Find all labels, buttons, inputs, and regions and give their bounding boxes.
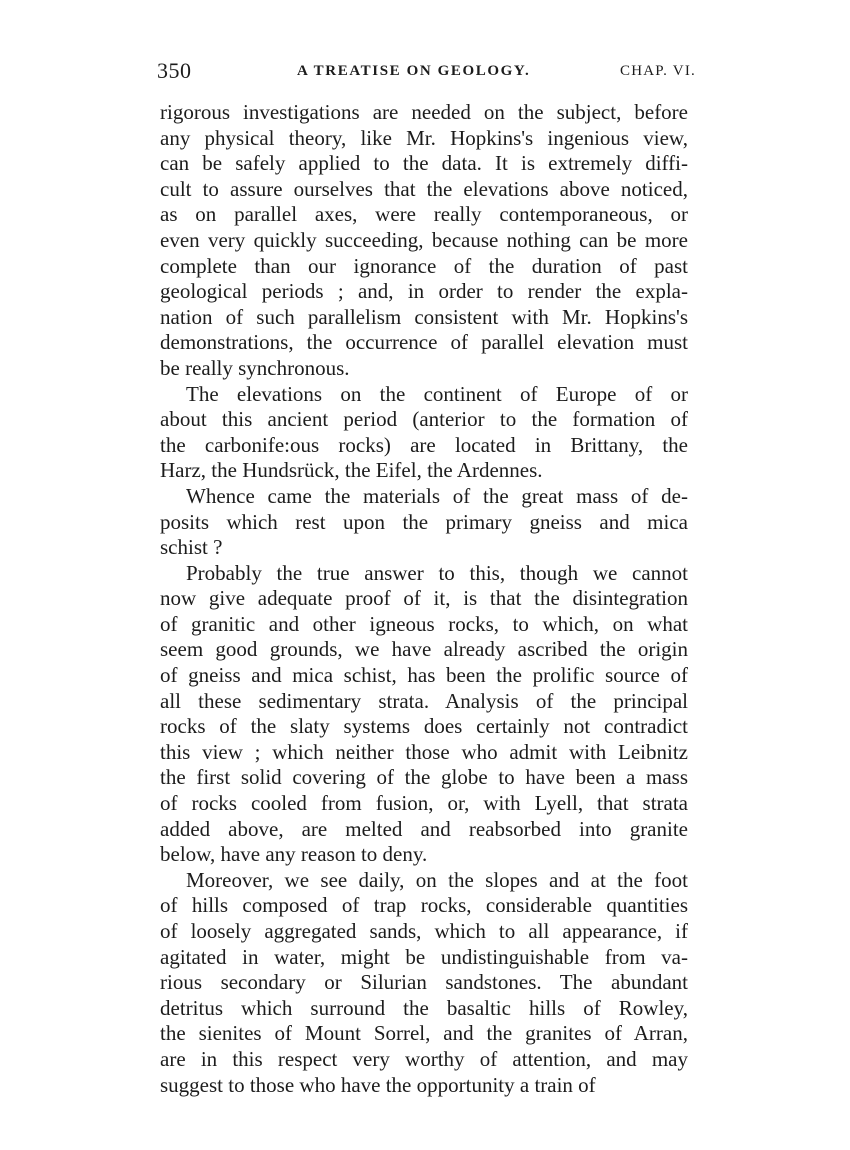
text-line: Whence came the materials of the great mass of de- — [186, 483, 688, 508]
text-line: can be safely applied to the data. It is extremely diffi- — [160, 151, 688, 176]
text-line: rocks of the slaty systems does certainly not contradict — [160, 714, 688, 739]
running-title: A TREATISE ON GEOLOGY. — [297, 63, 531, 79]
text-line: rious secondary or Silurian sandstones. The abundant — [160, 970, 688, 995]
paragraph — [160, 484, 688, 561]
text-line: the carbonife:ous rocks) are located in Brittany, the — [160, 432, 688, 457]
text-line: of granitic and other igneous rocks, to which, on what — [160, 611, 688, 636]
text-line: added above, are melted and reabsorbed into granite — [160, 816, 688, 841]
page-header — [157, 58, 696, 88]
text-line: schist ? — [160, 535, 223, 560]
chapter-label: CHAP. VI. — [620, 63, 696, 79]
text-line: The elevations on the continent of Europe of or — [186, 381, 688, 406]
text-line: now give adequate proof of it, is that the disintegration — [160, 586, 688, 611]
text-line: as on parallel axes, were really contemporaneous, or — [160, 202, 688, 227]
text-line: Probably the true answer to this, though we cannot — [186, 560, 688, 585]
paragraph — [160, 382, 688, 484]
text-line: detritus which surround the basaltic hills of Rowley, — [160, 995, 688, 1020]
text-line: seem good grounds, we have already ascribed the origin — [160, 637, 688, 662]
text-line: all these sedimentary strata. Analysis of the principal — [160, 688, 688, 713]
paragraph — [160, 100, 688, 382]
text-line: are in this respect very worthy of attention, and may — [160, 1046, 688, 1071]
text-line: of loosely aggregated sands, which to all appearance, if — [160, 919, 688, 943]
text-line: of gneiss and mica schist, has been the prolific source of — [160, 663, 688, 688]
paragraph — [160, 868, 688, 1098]
page-number: 350 — [157, 58, 192, 83]
text-line: this view ; which neither those who admit with Leibnitz — [160, 739, 688, 764]
text-line: suggest to those who have the opportunity a train of — [160, 1072, 596, 1097]
text-line: demonstrations, the occurrence of parallel elevation must — [160, 330, 688, 355]
text-line: posits which rest upon the primary gneiss and mica — [160, 509, 688, 534]
text-line: rigorous investigations are needed on the subject, before — [160, 100, 688, 124]
text-line: the first solid covering of the globe to have been a mass — [160, 765, 688, 790]
text-line: be really synchronous. — [160, 355, 350, 380]
text-line: Moreover, we see daily, on the slopes and at the foot — [186, 867, 688, 892]
text-line: any physical theory, like Mr. Hopkins's ingenious view, — [160, 125, 688, 150]
text-line: the sienites of Mount Sorrel, and the granites of Arran, — [160, 1021, 688, 1046]
text-line: of rocks cooled from fusion, or, with Lyell, that strata — [160, 791, 688, 816]
paragraph — [160, 561, 688, 868]
text-line: even very quickly succeeding, because nothing can be more — [160, 227, 688, 252]
text-line: agitated in water, might be undistinguishable from va- — [160, 944, 688, 969]
text-line: geological periods ; and, in order to render the expla- — [160, 279, 688, 304]
text-line: nation of such parallelism consistent with Mr. Hopkins's — [160, 304, 688, 329]
body-text — [160, 100, 688, 1098]
text-line: Harz, the Hundsrück, the Eifel, the Ardennes. — [160, 458, 543, 483]
text-line: cult to assure ourselves that the elevations above noticed, — [160, 176, 688, 201]
text-line: of hills composed of trap rocks, considerable quantities — [160, 893, 688, 918]
text-line: below, have any reason to deny. — [160, 842, 428, 867]
text-line: about this ancient period (anterior to the formation of — [160, 407, 688, 432]
text-line: complete than our ignorance of the duration of past — [160, 253, 688, 278]
